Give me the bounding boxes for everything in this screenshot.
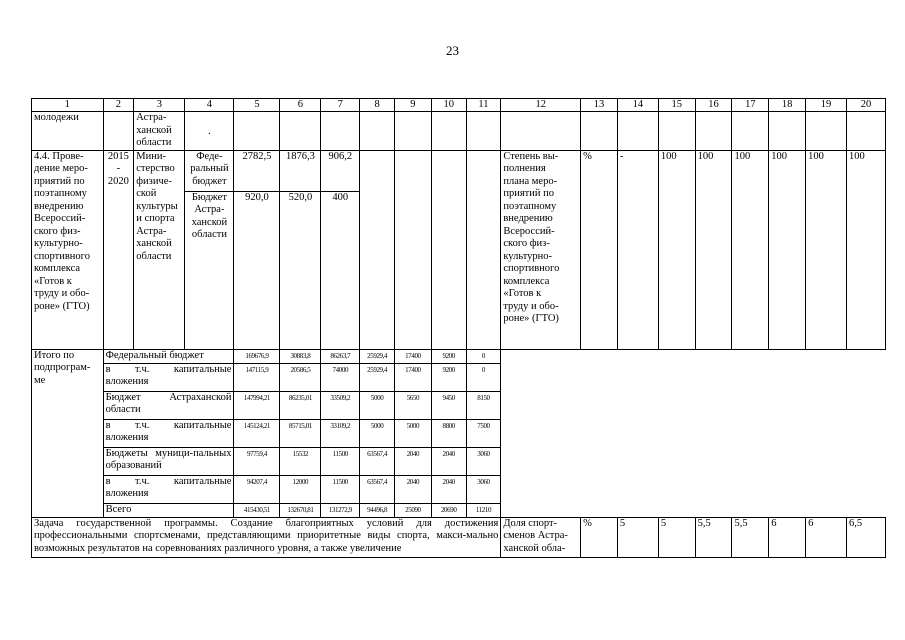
totals-value: 132670,81: [280, 503, 321, 517]
totals-value: 8150: [466, 391, 501, 419]
indicator-4-4-19: 100: [806, 150, 847, 349]
totals-value: 3060: [466, 475, 501, 503]
indicator-4-4-name: Степень вы- полнения плана меро- приятий по поэтапному внедрению Всероссий- ского физ- культурно- спортивного комплекса «Готов к труду и обо- роне» (ГТО): [501, 150, 581, 349]
totals-row: [32, 349, 886, 363]
totals-value: 30883,8: [280, 349, 321, 363]
totals-source-label: в т.ч. капитальные вложения: [103, 419, 234, 447]
totals-value: 11500: [321, 475, 360, 503]
indicator-4-4-20: 100: [846, 150, 885, 349]
cell-executor-continuation: Астра- ханской области: [134, 112, 185, 151]
totals-value: 25929,4: [360, 363, 395, 391]
totals-value: 94207,4: [234, 475, 280, 503]
header-cell: 14: [617, 99, 658, 112]
totals-value: 86235,01: [280, 391, 321, 419]
totals-section: [32, 349, 886, 517]
task-indicator-15: 5: [658, 517, 695, 557]
totals-value: 5000: [360, 419, 395, 447]
cell-source-mark: .: [185, 112, 234, 151]
totals-value: 15532: [280, 447, 321, 475]
totals-value: 17400: [395, 363, 432, 391]
header-cell: 2: [103, 99, 134, 112]
totals-value: 9200: [431, 363, 466, 391]
totals-source-label: в т.ч. капитальные вложения: [103, 475, 234, 503]
totals-value: 97759,4: [234, 447, 280, 475]
totals-source-label: в т.ч. капитальные вложения: [103, 363, 234, 391]
indicator-4-4-15: 100: [658, 150, 695, 349]
totals-source-label: Федеральный бюджет: [103, 349, 234, 363]
indicator-4-4-18: 100: [769, 150, 806, 349]
indicator-4-4-16: 100: [695, 150, 732, 349]
header-cell: 17: [732, 99, 769, 112]
regional-budget-label: Бюджет Астра- ханской области: [185, 191, 234, 349]
task-indicator-19: 6: [806, 517, 847, 557]
federal-value-6: 1876,3: [280, 150, 321, 191]
regional-value-5: 920,0: [234, 191, 280, 349]
totals-value: 147994,21: [234, 391, 280, 419]
federal-budget-label: Феде- ральный бюджет: [185, 150, 234, 191]
header-cell: 3: [134, 99, 185, 112]
totals-value: 9200: [431, 349, 466, 363]
totals-value: 85715,01: [280, 419, 321, 447]
task-indicator-name: Доля спорт- сменов Астра- ханской обла-: [501, 517, 581, 557]
header-cell: 4: [185, 99, 234, 112]
header-cell: 9: [395, 99, 432, 112]
totals-value: 5650: [395, 391, 432, 419]
measure-4-4-period: 2015 - 2020: [103, 150, 134, 349]
totals-value: 63567,4: [360, 447, 395, 475]
totals-value: 33509,2: [321, 391, 360, 419]
totals-value: 3060: [466, 447, 501, 475]
totals-source-label: Бюджет Астраханской области: [103, 391, 234, 419]
totals-value: 11210: [466, 503, 501, 517]
task-indicator-20: 6,5: [846, 517, 885, 557]
task-text: Задача государственной программы. Создание благоприятных условий для достижения профессиональными спортсменами, представляющими приоритетные виды спорта, макси-мально возможных результатов на соревнованиях различного уровня, а также увеличение: [32, 517, 501, 557]
task-indicator-18: 6: [769, 517, 806, 557]
totals-value: 5000: [360, 391, 395, 419]
task-indicator-14: 5: [617, 517, 658, 557]
totals-value: 25929,4: [360, 349, 395, 363]
page-number: 23: [446, 43, 459, 58]
totals-value: 12000: [280, 475, 321, 503]
table-row-4-4-federal: [32, 150, 886, 191]
header-cell: 16: [695, 99, 732, 112]
task-indicator-16: 5,5: [695, 517, 732, 557]
totals-value: 74000: [321, 363, 360, 391]
totals-value: 7500: [466, 419, 501, 447]
totals-value: 0: [466, 363, 501, 391]
totals-value: 86263,7: [321, 349, 360, 363]
totals-source-label: Бюджеты муници-пальных образований: [103, 447, 234, 475]
header-cell: 13: [581, 99, 618, 112]
totals-value: 2040: [431, 475, 466, 503]
measure-4-4-executor: Мини- стерство физиче- ской культуры и спорта Астра- ханской области: [134, 150, 185, 349]
header-cell: 15: [658, 99, 695, 112]
totals-value: 147115,9: [234, 363, 280, 391]
task-indicator-unit: %: [581, 517, 618, 557]
totals-value: 2040: [395, 475, 432, 503]
totals-value: 94496,8: [360, 503, 395, 517]
header-cell: 5: [234, 99, 280, 112]
totals-value: 63567,4: [360, 475, 395, 503]
cell-goal-continuation: молодежи: [32, 112, 104, 151]
header-cell: 20: [846, 99, 885, 112]
totals-value: 33109,2: [321, 419, 360, 447]
federal-value-7: 906,2: [321, 150, 360, 191]
totals-value: 20586,5: [280, 363, 321, 391]
header-cell: 6: [280, 99, 321, 112]
regional-value-6: 520,0: [280, 191, 321, 349]
federal-value-5: 2782,5: [234, 150, 280, 191]
header-cell: 12: [501, 99, 581, 112]
totals-value: 20690: [431, 503, 466, 517]
program-table: [31, 98, 886, 558]
regional-value-7: 400: [321, 191, 360, 349]
totals-source-label: Всего: [103, 503, 234, 517]
totals-value: 415430,51: [234, 503, 280, 517]
totals-value: 25090: [395, 503, 432, 517]
totals-value: 17400: [395, 349, 432, 363]
header-row: [32, 99, 886, 112]
totals-value: 0: [466, 349, 501, 363]
measure-4-4-title: 4.4. Прове- дение меро- приятий по поэтапному внедрению Всероссий- ского физ- культурно- спортивного комплекса «Готов к труду и обо- роне» (ГТО): [32, 150, 104, 349]
totals-value: 145124,21: [234, 419, 280, 447]
totals-value: 2040: [431, 447, 466, 475]
header-cell: 18: [769, 99, 806, 112]
header-cell: 8: [360, 99, 395, 112]
header-cell: 10: [431, 99, 466, 112]
totals-value: 2040: [395, 447, 432, 475]
totals-value: 9450: [431, 391, 466, 419]
totals-value: 5000: [395, 419, 432, 447]
task-indicator-17: 5,5: [732, 517, 769, 557]
table-row-youth: [32, 112, 886, 151]
header-cell: 7: [321, 99, 360, 112]
totals-label: Итого по подпрограм- ме: [32, 349, 104, 517]
task-row: [32, 517, 886, 557]
totals-value: 11500: [321, 447, 360, 475]
totals-value: 169676,9: [234, 349, 280, 363]
header-cell: 11: [466, 99, 501, 112]
indicator-4-4-unit: %: [581, 150, 618, 349]
header-cell: 19: [806, 99, 847, 112]
totals-value: 131272,9: [321, 503, 360, 517]
indicator-4-4-14: -: [617, 150, 658, 349]
header-cell: 1: [32, 99, 104, 112]
totals-value: 8800: [431, 419, 466, 447]
indicator-4-4-17: 100: [732, 150, 769, 349]
